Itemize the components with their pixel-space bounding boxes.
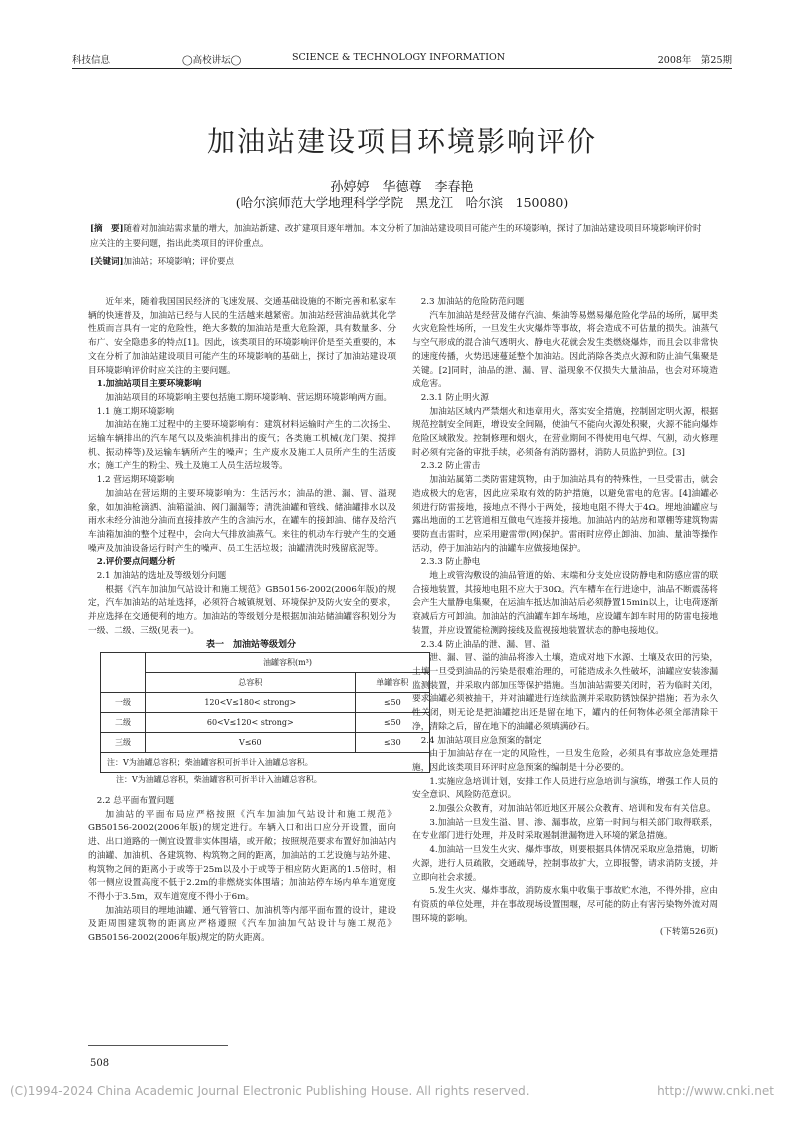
keywords <box>90 255 710 270</box>
header-journal: SCIENCE & TECHNOLOGY INFORMATION <box>292 52 506 63</box>
subsection-heading: 1.2 营运期环境影响 <box>96 475 175 486</box>
cnki-url: http://www.cnki.net <box>657 1084 774 1098</box>
table-cell: ≤50 <box>355 693 429 713</box>
subsection-heading: 2.3.2 防止雷击 <box>420 461 481 472</box>
copyright-text: (C)1994-2024 China Academic Journal Electronic Publishing House. All rights reserved. <box>10 1084 530 1098</box>
table-cell: 60<V≤120< strong> <box>146 713 356 733</box>
header-column: ◯高校讲坛◯ <box>182 55 242 66</box>
affiliation: (哈尔滨师范大学地理科学学院 黑龙江 哈尔滨 150080) <box>235 195 569 210</box>
paragraph: 汽车加油站是经营及储存汽油、柴油等易燃易爆危险化学品的场所，属甲类火灾危险性场所，一旦发生火灾爆炸等事故，将会造成不可估量的损失。油蒸气与空气形成的混合油气透明火、静电火花就会发生类燃烧爆炸，而且会以非常快的速度传播，火势迅速蔓延整个加油站。因此消除各类点火源和防止油气集聚是关键。[2]同时，油品的泄、漏、冒、溢现象不仅损失大量油品，也会对环境造成危害。 <box>412 310 718 390</box>
table-cell: 120<V≤180< strong> <box>146 693 356 713</box>
table-col-header: 单罐容积 <box>355 673 429 693</box>
paragraph: 加油站项目的环境影响主要包括施工期环境影响、营运期环境影响两方面。 <box>105 392 393 403</box>
paragraph: 加油站的平面布局应严格按照《汽车加油加气站设计和施工规范》GB50156-2002(2006年版)的规定进行。车辆入口和出口应分开设置，面向进、出口道路的一侧宜设置非实体围墙，或开敞；按照规范要求布置好加油站内的油罐、加油机、各建筑物、构筑物之间的距离，加油站的工艺设施与站外建、构筑物之间的距离小于或等于25m以及小于或等于相应防火距离的1.5倍时，相邻一侧应设置高度不低于2.2m的非燃烧实体围墙；加油站停车场内单车道宽度不得小于3.5m，双车道宽度不得小于6m。 <box>88 809 396 902</box>
table-note: 注：V为油罐总容积，柴油罐容积可折半计入油罐总容积。 <box>116 775 322 785</box>
authors: 孙婷婷 华德尊 李春艳 <box>330 180 474 195</box>
table-cell: ≤50 <box>355 713 429 733</box>
abstract-text: 随着对加油站需求量的增大，加油站新建、改扩建项目逐年增加。本文分析了加油站建设项目可能产生的环境影响，探讨了加油站建设项目环境影响评价时应关注的主要问题，指出此类项目的评价重点。 <box>90 224 702 249</box>
subsection-heading: 2.3 加油站的危险防范问题 <box>420 297 525 307</box>
paragraph: 加油站在营运期的主要环境影响为：生活污水；油品的泄、漏、冒、溢现象，如加油枪滴洒、油箱溢油、阀门漏漏等；清洗油罐和管线、储油罐排水以及雨水未经分油池分油而直接排放产生的含油污水，在罐车的接卸油、储存及给汽车油箱加油的整个过程中，会向大气排放油蒸气。来往的机动车行驶产生的交通噪声及加油设备运行时产生的噪声、员工生活垃圾；油罐清洗时残留底泥等。 <box>88 488 396 554</box>
subsection-heading: 2.2 总平面布置问题 <box>96 795 175 806</box>
right-column <box>412 296 718 940</box>
list-item: 1.实施应急培训计划，安排工作人员进行应急培训与演练，增强工作人员的安全意识、风险防范意识。 <box>412 776 718 801</box>
subsection-heading: 2.3.3 防止静电 <box>420 557 481 568</box>
table-cell: ≤30 <box>355 733 429 753</box>
list-item: 3.加油站一旦发生溢、冒、渗、漏事故，应第一时间与相关部门取得联系，在专业部门进行处理，并及时采取遏制泄漏物进入环境的紧急措施。 <box>412 817 718 842</box>
paragraph: 加油站区域内严禁烟火和违章用火，落实安全措施，控制固定明火源，根据规范控制安全间距，增设安全间隔，使油气不能向火源处积聚，火源不能向爆炸危险区域散发。控制修理和烟火，在营业期间不得使用电气焊、气割，动火修理时必须有完备的审批手续，必须备有消防器材，消防人员监护到位。[3] <box>412 406 718 458</box>
header-rule <box>72 68 732 69</box>
keywords-label: [关键词] <box>90 257 124 267</box>
subsection-heading: 2.3.4 防止油品的泄、漏、冒、溢 <box>420 639 550 650</box>
table-corner <box>101 653 146 693</box>
intro-paragraph: 近年来，随着我国国民经济的飞速发展、交通基础设施的不断完善和私家车辆的快速普及，加油站已经与人民的生活越来越紧密。加油站经营油品就其化学性质而言具有一定的危险性，绝大多数的加油站是重大危险源，具有数量多、分布广、安全隐患多的特点[1]。因此，该类项目的环境影响评价是至关重要的，本文在分析了加油站建设项目可能产生的环境影响的基础上，探讨了加油站建设项目环境影响评价时应关注的主要问题。 <box>88 297 396 376</box>
subsection-heading: 2.1 加油站的选址及等级划分问题 <box>96 571 227 582</box>
continuation-note: (下转第526页) <box>659 927 718 938</box>
list-item: 5.发生火灾、爆炸事故，消防废水集中收集于事故贮水池，不得外排，应由有资质的单位处理，并在事故现场设置围堰，尽可能的防止有害污染物外流对周围环境的影响。 <box>412 886 718 924</box>
table-cell: V≤60 <box>146 733 356 753</box>
header-issue: 2008年 第25期 <box>657 55 732 66</box>
abstract-label: [摘 要] <box>90 224 124 234</box>
subsection-heading: 1.1 施工期环境影响 <box>96 406 175 417</box>
paragraph: 地上或管沟敷设的油品管道的始、末端和分支处应设防静电和防感应雷的联合接地装置，其接地电阻不应大于30Ω。汽车槽车在行进途中，油品不断震荡将会产生大量静电集聚，在运油车抵达加油站后必须静置15min以上，让电荷逐渐衰减后方可卸油。加油站的汽油罐车卸车场地，应设罐车卸车时用的防雷电接地装置，并应设置能检测跨接线及监视接地装置状态的静电接地仪。 <box>412 571 718 636</box>
copyright-footer <box>10 1084 794 1098</box>
table-inner-note: 注：V为油罐总容积；柴油罐容积可折半计入油罐总容积。 <box>101 753 430 773</box>
list-item: 2.加强公众教育，对加油站邻近地区开展公众教育、培训和发布有关信息。 <box>429 804 716 815</box>
page-number: 508 <box>90 1058 110 1069</box>
running-header <box>72 50 732 66</box>
paragraph: 加油站属第二类防雷建筑物，由于加油站具有的特殊性，一旦受雷击，就会造成极大的危害，因此应采取有效的防护措施，以避免雷电的危害。[4]油罐必须进行防雷接地，接地点不得小于两处，接地电阻不得大于4Ω。埋地油罐应与露出地面的工艺管道相互做电气连接并接地。加油站内的站房和罩棚等建筑物需要防直击雷时，应采用避雷带(网)保护。雷雨时应停止卸油、加油、量油等操作活动，停于加油站内的油罐车应做接地保护。 <box>412 475 718 554</box>
table-row <box>101 733 430 753</box>
paragraph: 加油站在施工过程中的主要环境影响有：建筑材料运输时产生的二次扬尘、运输车辆排出的汽车尾气以及柴油机排出的废气；各类施工机械(龙门架、搅拌机、振动棒等)及运输车辆所产生的噪声；生产废水及施工人员所产生的生活废水；施工产生的粉尘、残土及施工人员生活垃圾等。 <box>88 420 396 472</box>
header-left: 科技信息 <box>72 55 111 66</box>
section-heading: 1.加油站项目主要环境影响 <box>96 379 202 390</box>
table-caption: 表一 加油站等级划分 <box>205 639 296 650</box>
paragraph: 加油站项目的埋地油罐、通气管管口、加油机等内部平面布置的设计，建设及距周围建筑物的距离应严格遵照《汽车加油加气站设计与施工规范》GB50156-2002(2006年版)规定的防火距离。 <box>88 905 396 944</box>
list-item: 4.加油站一旦发生火灾、爆炸事故，则要根据具体情况采取应急措施，切断火源，进行人员疏散，交通疏导，控制事故扩大，立即报警，请求消防支援，并立即向社会求援。 <box>412 845 718 883</box>
paragraph: 泄、漏、冒、溢的油品将渗入土壤，造成对地下水源、土壤及农田的污染，土壤一旦受到油品的污染是很难治理的，可能造成永久性破坏，油罐应安装渗漏监测装置，并采取内部加压等保护措施。当加油站需要关闭时，若为临时关闭，要求油罐必须被抽干，并对油罐进行连续监测并采取防锈蚀保护措施；若为永久性关闭，则无论是把油罐挖出还是留在地下，罐内的任何物体必须全部清除干净，清除之后，留在地下的油罐必须填满砂石。 <box>412 653 718 732</box>
paragraph: 由于加油站存在一定的风险性，一旦发生危险，必须具有事故应急处理措施，因此该类项目环评时应急预案的编制是十分必要的。 <box>412 749 718 773</box>
table-cell: 二级 <box>101 713 146 733</box>
left-column <box>88 296 409 946</box>
table-row <box>101 713 430 733</box>
abstract <box>90 222 710 252</box>
paper-title: 加油站建设项目环境影响评价 <box>206 125 597 158</box>
subsection-heading: 2.3.1 防止明火源 <box>420 392 489 403</box>
keywords-text: 加油站；环境影响；评价要点 <box>123 257 235 267</box>
table-col-header: 总容积 <box>146 673 356 693</box>
subsection-heading: 2.4 加油站项目应急预案的制定 <box>420 735 542 746</box>
table-cell: 一级 <box>101 693 146 713</box>
grade-table <box>100 652 430 773</box>
table-row <box>101 693 430 713</box>
table-group-header: 油罐容积(m³) <box>146 653 430 673</box>
section-heading: 2.评价要点问题分析 <box>96 557 176 568</box>
table-cell: 三级 <box>101 733 146 753</box>
footer-rule <box>88 1045 228 1046</box>
paragraph: 根据《汽车加油加气站设计和施工规范》GB50156-2002(2006年版)的规定，汽车加油站的站址选择，必须符合城镇规划、环境保护及防火安全的要求，并应选择在交通便利的地方。加油站的等级划分是根据加油站储油罐容积划分为一级、二级、三级(见表一)。 <box>88 584 396 636</box>
